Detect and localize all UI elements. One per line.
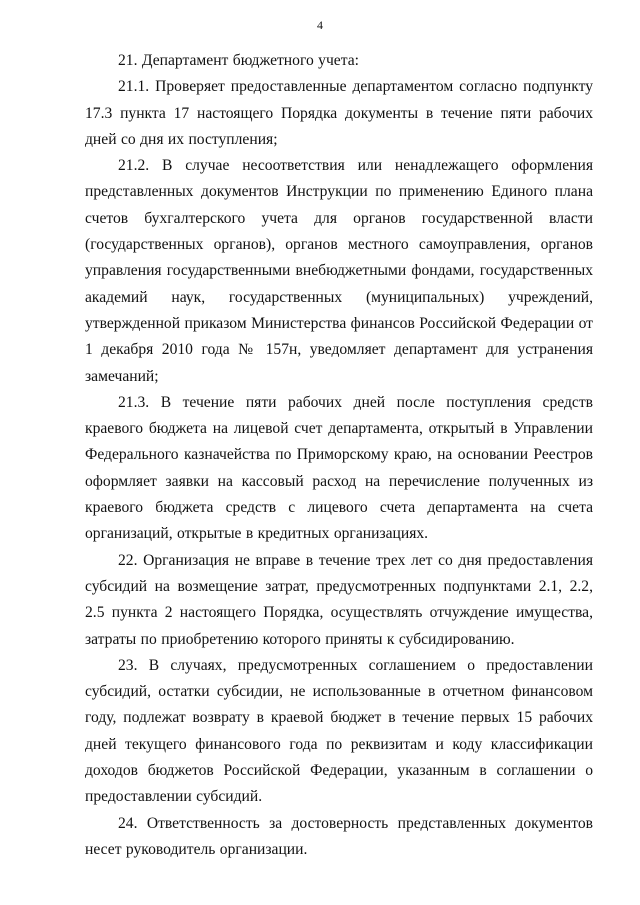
page-number: 4 [317,18,323,32]
document-body [85,48,593,863]
paragraph-21-2: 21.2. В случае несоответствия или ненадлежащего оформления представленных документов Инструкции по применению Единого плана счетов бухгалтерского учета для органов государственной власти (государственных органов), органов местного самоуправления, органов управления государственными внебюджетными фондами, государственных академий наук, государственных (муниципальных) учреждений, утвержденной приказом Министерства финансов Российской Федерации от 1 декабря 2010 года № 157н, уведомляет департамент для устранения замечаний; [85,157,593,385]
paragraph-21: 21. Департамент бюджетного учета: [118,52,359,69]
paragraph-21-1: 21.1. Проверяет предоставленные департаментом согласно подпункту 17.3 пункта 17 настоящего Порядка документы в течение пяти рабочих дней со дня их поступления; [85,78,593,148]
paragraph-21-3: 21.3. В течение пяти рабочих дней после поступления средств краевого бюджета на лицевой счет департамента, открытый в Управлении Федерального казначейства по Приморскому краю, на основании Реестров оформляет заявки на кассовый расход на перечисление полученных из краевого бюджета средств с лицевого счета департамента на счета организаций, открытые в кредитных организациях. [85,393,593,543]
paragraph-24: 24. Ответственность за достоверность представленных документов несет руководитель организации. [85,814,593,858]
paragraph-22: 22. Организация не вправе в течение трех лет со дня предоставления субсидий на возмещение затрат, предусмотренных подпунктами 2.1, 2.2, 2.5 пункта 2 настоящего Порядка, осуществлять отчуждение имущества, затраты по приобретению которого приняты к субсидированию. [85,551,593,648]
paragraph-23: 23. В случаях, предусмотренных соглашением о предоставлении субсидий, остатки субсидии, не использованные в отчетном финансовом году, подлежат возврату в краевой бюджет в течение первых 15 рабочих дней текущего финансового года по реквизитам и коду классификации доходов бюджетов Российской Федерации, указанным в соглашении о предоставлении субсидий. [85,656,593,806]
